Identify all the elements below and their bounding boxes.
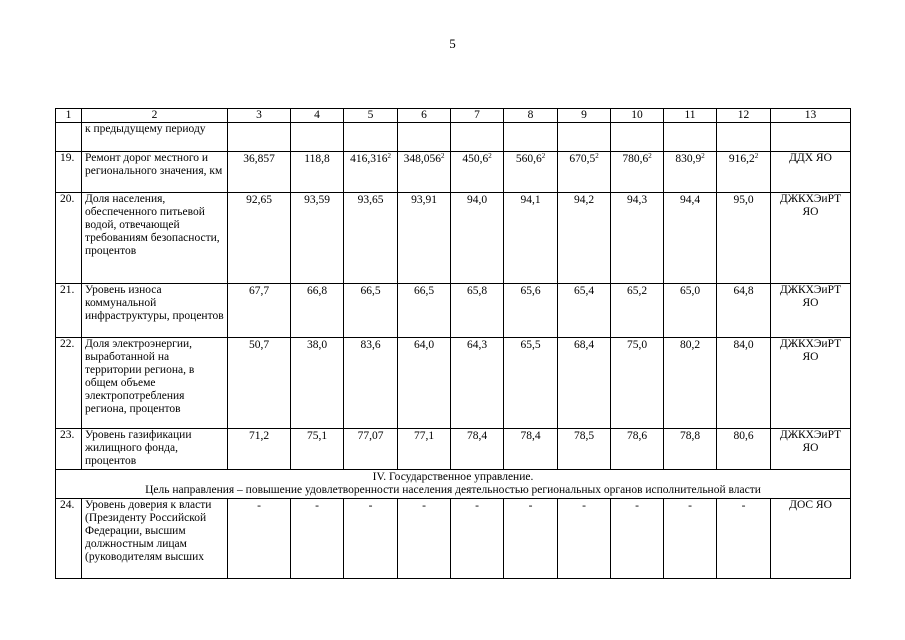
header-cell: 8 bbox=[504, 109, 558, 123]
value-text: 560,6 bbox=[515, 153, 542, 165]
value-cell bbox=[451, 152, 504, 193]
value-text: 93,91 bbox=[411, 194, 437, 206]
section-goal: Цель направления – повышение удовлетворенности населения деятельностью региональных органов исполнительной власти bbox=[145, 484, 761, 496]
row-number: 21. bbox=[56, 284, 82, 338]
value-text: 80,2 bbox=[679, 339, 701, 351]
value-text: 416,316 bbox=[350, 153, 388, 165]
indicator-name: Доля населения, обеспеченного питьевой водой, отвечающей требованиям безопасности, процентов bbox=[82, 193, 228, 284]
value-text: 65,4 bbox=[573, 285, 595, 297]
row-number: 22. bbox=[56, 338, 82, 429]
value-cell bbox=[717, 284, 771, 338]
value-cell: - bbox=[291, 499, 344, 579]
indicator-name: Доля электроэнергии, выработанной на территории региона, в общем объеме электропотребления региона, процентов bbox=[82, 338, 228, 429]
value-text: 75,1 bbox=[306, 430, 328, 442]
value-cell bbox=[664, 429, 717, 470]
value-text: 84,0 bbox=[733, 339, 754, 351]
value-text: 94,2 bbox=[573, 194, 595, 206]
table-row bbox=[56, 284, 851, 338]
value-text: 78,6 bbox=[626, 430, 648, 442]
value-cell bbox=[504, 429, 558, 470]
value-cell bbox=[344, 338, 398, 429]
value-cell bbox=[558, 193, 611, 284]
value-cell: - bbox=[664, 499, 717, 579]
value-cell bbox=[664, 338, 717, 429]
value-cell bbox=[451, 193, 504, 284]
executor-cell: ДДХ ЯО bbox=[771, 152, 851, 193]
value-text: 75,0 bbox=[626, 339, 648, 351]
value-cell bbox=[504, 152, 558, 193]
value-cell bbox=[664, 193, 717, 284]
footnote-mark: 2 bbox=[648, 152, 652, 160]
value-cell bbox=[291, 429, 344, 470]
value-text: 92,65 bbox=[246, 194, 272, 206]
value-text: 77,1 bbox=[413, 430, 435, 442]
value-cell: - bbox=[504, 499, 558, 579]
value-cell bbox=[291, 338, 344, 429]
executor-cell: ДЖКХЭиРТ ЯО bbox=[771, 338, 851, 429]
value-cell bbox=[504, 284, 558, 338]
value-cell bbox=[398, 338, 451, 429]
table-row bbox=[56, 193, 851, 284]
value-text: 830,9 bbox=[675, 153, 702, 165]
footnote-mark: 2 bbox=[387, 152, 391, 160]
table-header-row bbox=[56, 109, 851, 123]
value-cell bbox=[504, 338, 558, 429]
value-cell bbox=[717, 338, 771, 429]
value-cell bbox=[611, 284, 664, 338]
value-cell bbox=[611, 338, 664, 429]
value-cell bbox=[451, 284, 504, 338]
row-number: 24. bbox=[56, 499, 82, 579]
value-cell: - bbox=[228, 499, 291, 579]
value-text: 65,6 bbox=[520, 285, 541, 297]
value-text: 450,6 bbox=[462, 153, 489, 165]
value-text: 65,8 bbox=[466, 285, 488, 297]
value-cell: - bbox=[398, 499, 451, 579]
header-cell: 6 bbox=[398, 109, 451, 123]
indicators-table bbox=[55, 108, 851, 579]
value-cell bbox=[717, 152, 771, 193]
value-cell bbox=[451, 429, 504, 470]
footnote-mark: 2 bbox=[440, 152, 445, 160]
row-number: 23. bbox=[56, 429, 82, 470]
row-number: 19. bbox=[56, 152, 82, 193]
value-text: 77,07 bbox=[357, 430, 384, 442]
value-text: 83,6 bbox=[360, 339, 381, 351]
value-text: 78,5 bbox=[573, 430, 595, 442]
value-text: 64,3 bbox=[466, 339, 488, 351]
value-cell: - bbox=[717, 499, 771, 579]
footnote-mark: 2 bbox=[488, 152, 492, 160]
value-cell bbox=[291, 193, 344, 284]
value-cell bbox=[717, 429, 771, 470]
value-cell: - bbox=[558, 499, 611, 579]
value-text: 66,5 bbox=[413, 285, 435, 297]
header-cell: 12 bbox=[717, 109, 771, 123]
header-cell: 7 bbox=[451, 109, 504, 123]
value-cell bbox=[398, 284, 451, 338]
value-text: 65,5 bbox=[520, 339, 541, 351]
executor-cell: ДЖКХЭиРТ ЯО bbox=[771, 284, 851, 338]
value-text: 64,8 bbox=[733, 285, 754, 297]
header-cell: 5 bbox=[344, 109, 398, 123]
value-cell bbox=[228, 152, 291, 193]
value-text: 36,857 bbox=[243, 153, 275, 165]
value-cell bbox=[398, 429, 451, 470]
value-cell bbox=[558, 152, 611, 193]
footnote-mark: 2 bbox=[701, 152, 705, 160]
footnote-mark: 2 bbox=[595, 152, 599, 160]
indicator-name: Ремонт дорог местного и регионального значения, км bbox=[82, 152, 228, 193]
value-cell bbox=[398, 152, 451, 193]
value-cell bbox=[558, 338, 611, 429]
value-text: 94,3 bbox=[626, 194, 648, 206]
header-cell: 13 bbox=[771, 109, 851, 123]
value-cell bbox=[611, 152, 664, 193]
footnote-mark: 2 bbox=[754, 152, 759, 160]
value-text: 78,4 bbox=[466, 430, 488, 442]
value-cell bbox=[344, 193, 398, 284]
value-cell bbox=[228, 338, 291, 429]
section-title: IV. Государственное управление. bbox=[372, 471, 534, 483]
executor-cell: ДОС ЯО bbox=[771, 499, 851, 579]
value-cell bbox=[344, 152, 398, 193]
value-text: 780,6 bbox=[622, 153, 649, 165]
value-text: 670,5 bbox=[569, 153, 596, 165]
table-row bbox=[56, 499, 851, 579]
value-cell bbox=[291, 152, 344, 193]
header-cell: 4 bbox=[291, 109, 344, 123]
value-cell: - bbox=[344, 499, 398, 579]
row-number: 20. bbox=[56, 193, 82, 284]
header-cell: 3 bbox=[228, 109, 291, 123]
value-text: 67,7 bbox=[248, 285, 270, 297]
indicator-name: Уровень износа коммунальной инфраструктуры, процентов bbox=[82, 284, 228, 338]
header-cell: 1 bbox=[56, 109, 82, 123]
value-text: 80,6 bbox=[733, 430, 754, 442]
value-cell bbox=[717, 193, 771, 284]
value-text: 78,4 bbox=[520, 430, 541, 442]
executor-cell: ДЖКХЭиРТ ЯО bbox=[771, 429, 851, 470]
indicator-name: Уровень доверия к власти (Президенту Российской Федерации, высшим должностным лицам (руководителям высших bbox=[82, 499, 228, 579]
value-text: 94,1 bbox=[520, 194, 541, 206]
value-text: 68,4 bbox=[573, 339, 595, 351]
value-text: 66,8 bbox=[306, 285, 328, 297]
value-cell: - bbox=[611, 499, 664, 579]
page-number: 5 bbox=[449, 36, 456, 51]
value-cell bbox=[664, 284, 717, 338]
value-text: 348,056 bbox=[403, 153, 441, 165]
value-cell bbox=[398, 193, 451, 284]
value-text: 95,0 bbox=[733, 194, 754, 206]
value-text: 50,7 bbox=[248, 339, 270, 351]
executor-cell: ДЖКХЭиРТ ЯО bbox=[771, 193, 851, 284]
header-cell: 2 bbox=[82, 109, 228, 123]
table-row bbox=[56, 152, 851, 193]
footnote-mark: 2 bbox=[541, 152, 546, 160]
value-cell bbox=[228, 193, 291, 284]
value-cell bbox=[558, 284, 611, 338]
value-text: 64,0 bbox=[413, 339, 435, 351]
value-text: 65,0 bbox=[679, 285, 701, 297]
value-cell bbox=[228, 429, 291, 470]
value-text: 71,2 bbox=[248, 430, 270, 442]
value-text: 93,65 bbox=[357, 194, 384, 206]
value-text: 916,2 bbox=[728, 153, 755, 165]
value-cell bbox=[611, 193, 664, 284]
value-text: 94,0 bbox=[466, 194, 488, 206]
indicator-name: Уровень газификации жилищного фонда, процентов bbox=[82, 429, 228, 470]
header-cell: 11 bbox=[664, 109, 717, 123]
value-text: 118,8 bbox=[304, 153, 330, 165]
table-row bbox=[56, 338, 851, 429]
value-text: 94,4 bbox=[679, 194, 701, 206]
value-text: 65,2 bbox=[626, 285, 648, 297]
value-text: 78,8 bbox=[679, 430, 701, 442]
value-cell bbox=[344, 284, 398, 338]
value-text: 38,0 bbox=[306, 339, 328, 351]
value-cell bbox=[228, 284, 291, 338]
value-text: 66,5 bbox=[360, 285, 381, 297]
value-cell bbox=[664, 152, 717, 193]
value-text: 93,59 bbox=[304, 194, 330, 206]
header-cell: 10 bbox=[611, 109, 664, 123]
value-cell bbox=[291, 284, 344, 338]
table-row-continuation bbox=[56, 123, 851, 152]
table-row bbox=[56, 429, 851, 470]
header-cell: 9 bbox=[558, 109, 611, 123]
value-cell bbox=[504, 193, 558, 284]
section-header-row bbox=[56, 470, 851, 499]
value-cell: - bbox=[451, 499, 504, 579]
indicator-name: к предыдущему периоду bbox=[82, 123, 228, 152]
value-cell bbox=[344, 429, 398, 470]
value-cell bbox=[451, 338, 504, 429]
value-cell bbox=[558, 429, 611, 470]
value-cell bbox=[611, 429, 664, 470]
